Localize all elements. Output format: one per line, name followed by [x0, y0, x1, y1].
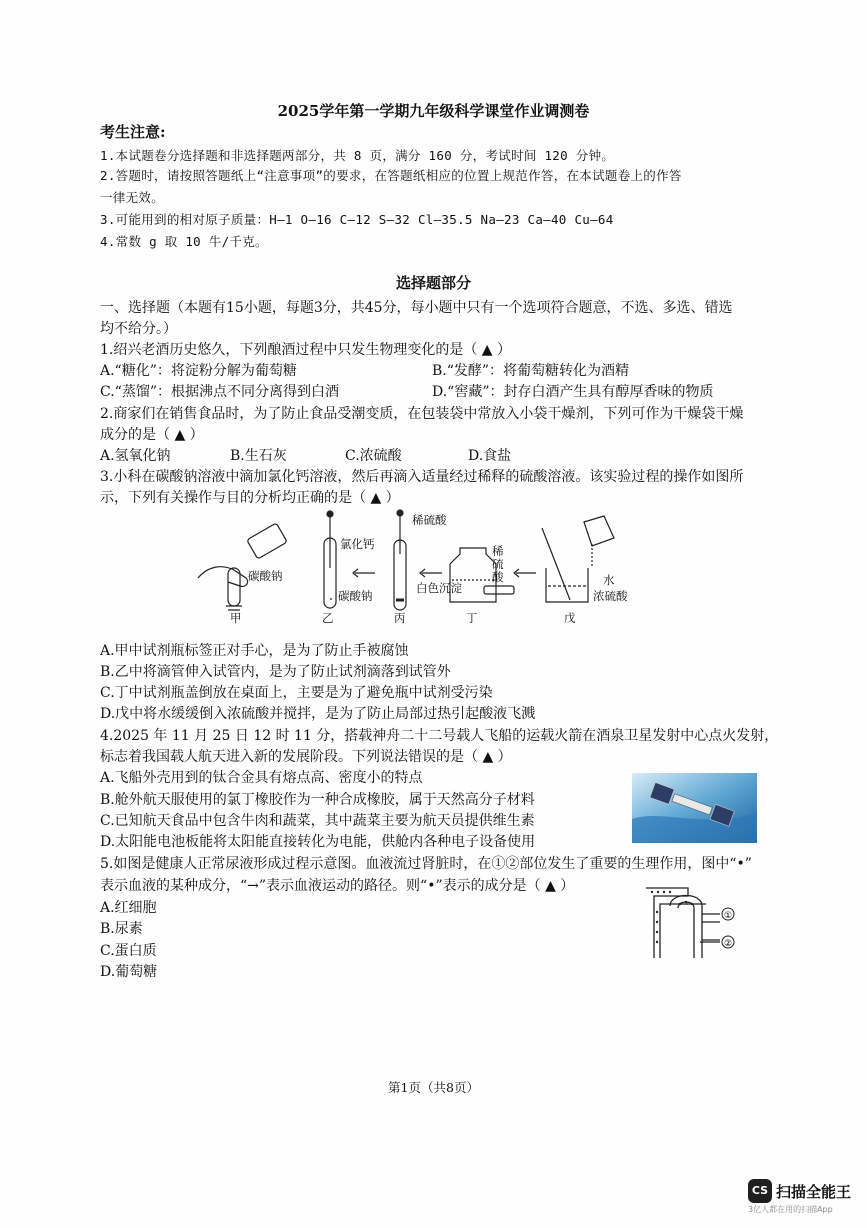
label-bing: 丙 — [394, 611, 406, 625]
note-3: 3.可能用到的相对原子质量：H—1 O—16 C—12 S—32 Cl—35.5 Na—23 Ca—40 Cu—64 — [100, 212, 614, 227]
label-ding: 丁 — [466, 611, 478, 625]
q4-stem-b: 标志着我国载人航天进入新的发展阶段。下列说法错误的是（ ▲ ） — [100, 749, 512, 765]
q5-option-c: C.蛋白质 — [100, 943, 157, 959]
q1-option-a: A.“糖化”：将淀粉分解为葡萄糖 — [100, 363, 297, 379]
q4-option-c: C.已知航天食品中包含牛肉和蔬菜，其中蔬菜主要为航天员提供维生素 — [100, 813, 535, 829]
diagram-mark-2: ② — [724, 939, 733, 949]
bottle-cap — [484, 586, 514, 594]
q5-option-a: A.红细胞 — [100, 900, 157, 916]
q2-option-b: B.生石灰 — [230, 448, 287, 464]
beaker-wu — [546, 568, 588, 602]
label-jia: 甲 — [230, 611, 242, 625]
q2-option-a: A.氢氧化钠 — [100, 448, 171, 464]
q5-option-b: B.尿素 — [100, 921, 143, 937]
label-na2co3: 碳酸钠 — [248, 569, 283, 583]
q1-option-d: D.“窖藏”：封存白酒产生具有醇厚香味的物质 — [432, 384, 714, 400]
test-tube-jia — [228, 568, 240, 606]
q1-option-b: B.“发酵”：将葡萄糖转化为酒精 — [432, 363, 630, 379]
reagent-bottle-jia — [247, 523, 287, 559]
label-na2co3-b: 碳酸钠 — [338, 589, 373, 603]
note-1: 1.本试题卷分选择题和非选择题两部分，共 8 页，满分 160 分，考试时间 120 分钟。 — [100, 148, 615, 163]
label-yi: 乙 — [322, 611, 334, 625]
q3-experiment-figure — [190, 508, 650, 628]
scanner-app-name: 扫描全能王 — [776, 1183, 852, 1201]
q3-stem-b: 示，下列有关操作与目的分析均正确的是（ ▲ ） — [100, 490, 400, 506]
q5-stem-b: 表示血液的某种成分，“→”表示血液运动的路径。则“•”表示的成分是（ ▲ ） — [100, 878, 575, 894]
q2-option-c: C.浓硫酸 — [345, 448, 402, 464]
q4-option-d: D.太阳能电池板能将太阳能直接转化为电能，供舱内各种电子设备使用 — [100, 834, 536, 850]
q4-option-b: B.舱外航天服使用的氯丁橡胶作为一种合成橡胶，属于天然高分子材料 — [100, 792, 535, 808]
q5-stem-a: 5.如图是健康人正常尿液形成过程示意图。血液流过肾脏时，在①②部位发生了重要的生理作用，图中“•” — [100, 856, 752, 872]
q1-stem: 1.绍兴老酒历史悠久，下列酿酒过程中只发生物理变化的是（ ▲ ） — [100, 342, 512, 358]
instruction-line-1: 一、选择题（本题有15小题，每题3分，共45分，每小题中只有一个选项符合题意，不选、多选、错选 — [100, 300, 733, 316]
q3-option-a: A.甲中试剂瓶标签正对手心，是为了防止手被腐蚀 — [100, 643, 409, 659]
scanner-logo-icon: CS — [748, 1179, 772, 1203]
q1-option-c: C.“蒸馏”：根据沸点不同分离得到白酒 — [100, 384, 339, 400]
note-2b: 一律无效。 — [100, 190, 165, 205]
label-dilute-h2so4: 稀硫酸 — [412, 513, 447, 527]
q2-stem-a: 2.商家们在销售食品时，为了防止食品受潮变质，在包装袋中常放入小袋干燥剂，下列可作为干燥袋干燥 — [100, 406, 744, 422]
scanner-tagline: 3亿人都在用的扫描App — [748, 1205, 833, 1214]
label-conc-h2so4: 浓硫酸 — [593, 589, 628, 603]
q4-option-a: A.飞船外壳用到的钛合金具有熔点高、密度小的特点 — [100, 770, 423, 786]
note-4: 4.常数 g 取 10 牛/千克。 — [100, 234, 268, 249]
instruction-line-2: 均不给分。） — [100, 321, 177, 337]
label-water: 水 — [603, 573, 615, 587]
q5-option-d: D.葡萄糖 — [100, 964, 158, 980]
glomerulus-capsule — [670, 896, 702, 959]
q3-option-d: D.戊中将水缓缓倒入浓硫酸并搅拌，是为了防止局部过热引起酸液飞溅 — [100, 706, 536, 722]
notes-heading: 考生注意: — [100, 123, 166, 141]
nephron-diagram — [640, 882, 750, 964]
q3-option-b: B.乙中将滴管伸入试管内，是为了防止试剂滴落到试管外 — [100, 664, 451, 680]
pouring-beaker — [584, 516, 614, 546]
page-footer: 第1页（共8页） — [388, 1080, 479, 1095]
exam-title: 2025学年第一学期九年级科学课堂作业调测卷 — [277, 102, 590, 120]
q4-stem-a: 4.2025 年 11 月 25 日 12 时 11 分，搭载神舟二十二号载人飞船的运载火箭在酒泉卫星发射中心点火发射， — [100, 728, 779, 744]
section-title: 选择题部分 — [395, 274, 471, 292]
q2-option-d: D.食盐 — [468, 448, 512, 464]
label-dilute-h2so4-vertical: 稀硫酸 — [492, 544, 504, 584]
q3-stem-a: 3.小科在碳酸钠溶液中滴加氯化钙溶液，然后再滴入适量经过稀释的硫酸溶液。该实验过程的操作如图所 — [100, 469, 744, 485]
note-2a: 2.答题时，请按照答题纸上“注意事项”的要求，在答题纸相应的位置上规范作答，在本试题卷上的作答 — [100, 168, 682, 183]
label-cacl2: 氯化钙 — [340, 537, 375, 551]
label-white-precipitate: 白色沉淀 — [416, 581, 462, 595]
q2-stem-b: 成分的是（ ▲ ） — [100, 427, 204, 443]
diagram-mark-1: ① — [724, 911, 733, 921]
label-wu: 戊 — [564, 611, 576, 625]
spacecraft-photo — [632, 773, 757, 843]
q3-option-c: C.丁中试剂瓶盖倒放在桌面上，主要是为了避免瓶中试剂受污染 — [100, 685, 493, 701]
